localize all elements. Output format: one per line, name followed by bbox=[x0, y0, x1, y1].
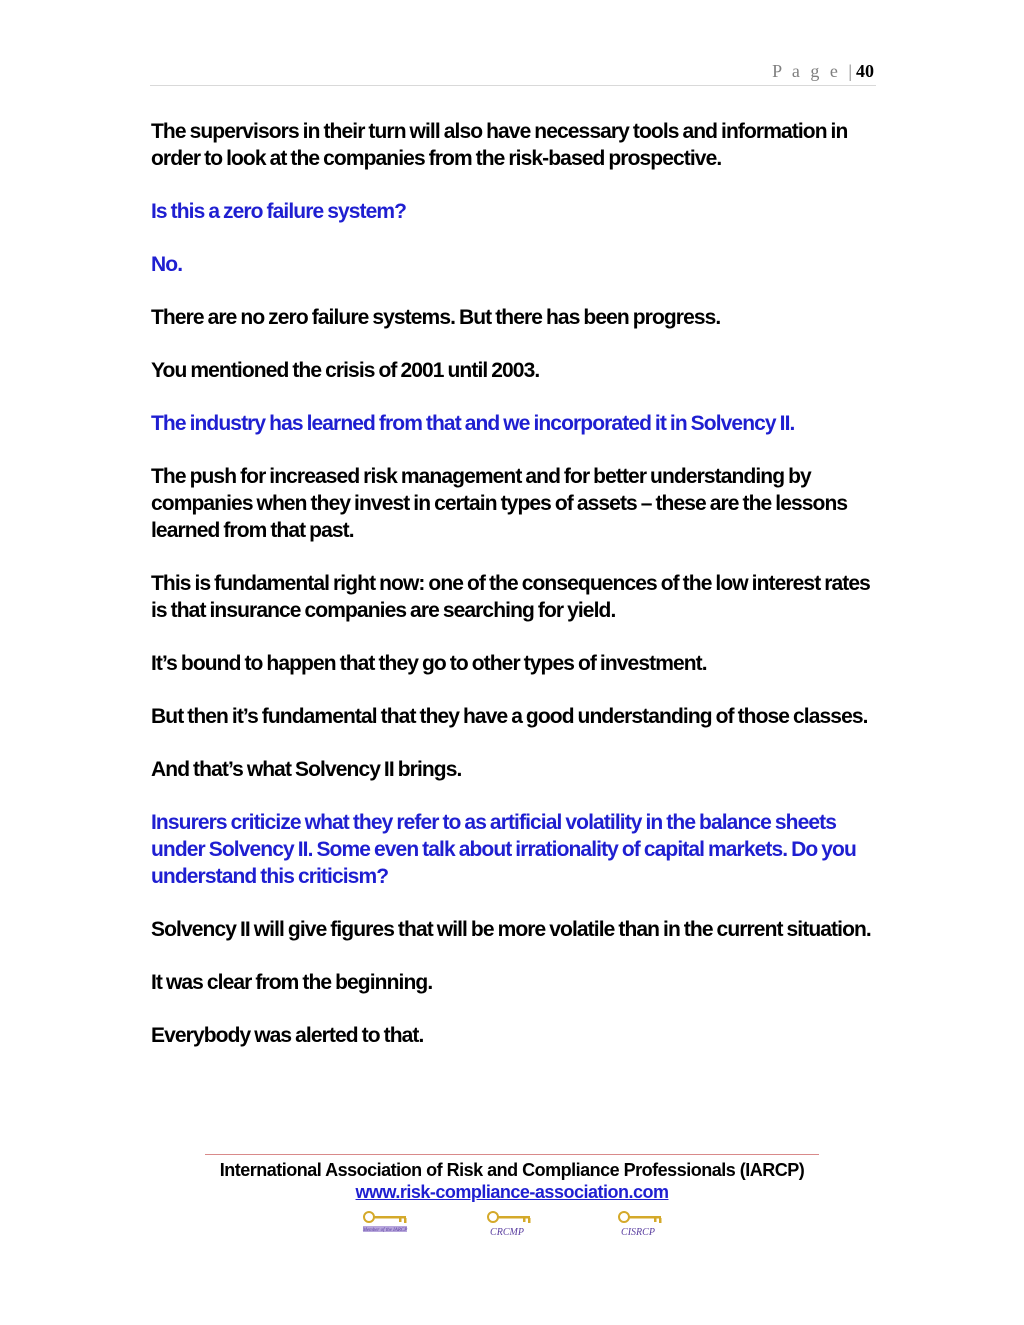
paragraph: This is fundamental right now: one of the consequences of the low interest rates is that insurance companies are searching for yield. bbox=[151, 572, 870, 622]
question-paragraph: Is this a zero failure system? bbox=[151, 200, 407, 223]
logo-caption: CISRCP bbox=[621, 1227, 655, 1238]
logo-caption: Member of the IARCP bbox=[362, 1228, 408, 1233]
key-logo-icon bbox=[616, 1210, 672, 1240]
association-website-link[interactable]: www.risk-compliance-association.com bbox=[355, 1182, 669, 1202]
organization-name: International Association of Risk and Compliance Professionals (IARCP) bbox=[219, 1160, 805, 1180]
paragraph: You mentioned the crisis of 2001 until 2003. bbox=[151, 359, 540, 382]
paragraph: And that’s what Solvency II brings. bbox=[151, 758, 462, 781]
interview-body bbox=[151, 118, 877, 1075]
paragraph: Everybody was alerted to that. bbox=[151, 1024, 424, 1047]
page-number-label bbox=[772, 61, 874, 82]
logo-row bbox=[0, 1210, 1024, 1242]
logo-caption: CRCMP bbox=[490, 1227, 524, 1238]
key-logo-icon bbox=[361, 1210, 417, 1240]
paragraph: The supervisors in their turn will also have necessary tools and information in order to look at the companies from the risk-based prospective. bbox=[151, 120, 848, 170]
paragraph: It’s bound to happen that they go to other types of investment. bbox=[151, 652, 707, 675]
page-header bbox=[150, 58, 876, 86]
paragraph: There are no zero failure systems. But there has been progress. bbox=[151, 306, 721, 329]
page-number: 40 bbox=[856, 61, 874, 81]
paragraph: Solvency II will give figures that will be more volatile than in the current situation. bbox=[151, 918, 871, 941]
page-footer bbox=[205, 1154, 819, 1203]
question-paragraph: The industry has learned from that and we incorporated it in Solvency II. bbox=[151, 412, 795, 435]
question-paragraph: Insurers criticize what they refer to as artificial volatility in the balance sheets under Solvency II. Some even talk about irrationality of capital markets. Do you understand this criticism? bbox=[151, 811, 856, 888]
paragraph: But then it’s fundamental that they have a good understanding of those classes. bbox=[151, 705, 868, 728]
paragraph: The push for increased risk management and for better understanding by companies when they invest in certain types of assets – these are the lessons learned from that past. bbox=[151, 465, 848, 542]
page-separator: | bbox=[848, 61, 852, 81]
page-label: P a g e bbox=[772, 61, 841, 81]
question-paragraph: No. bbox=[151, 253, 183, 276]
key-logo-icon bbox=[485, 1210, 541, 1240]
paragraph: It was clear from the beginning. bbox=[151, 971, 433, 994]
